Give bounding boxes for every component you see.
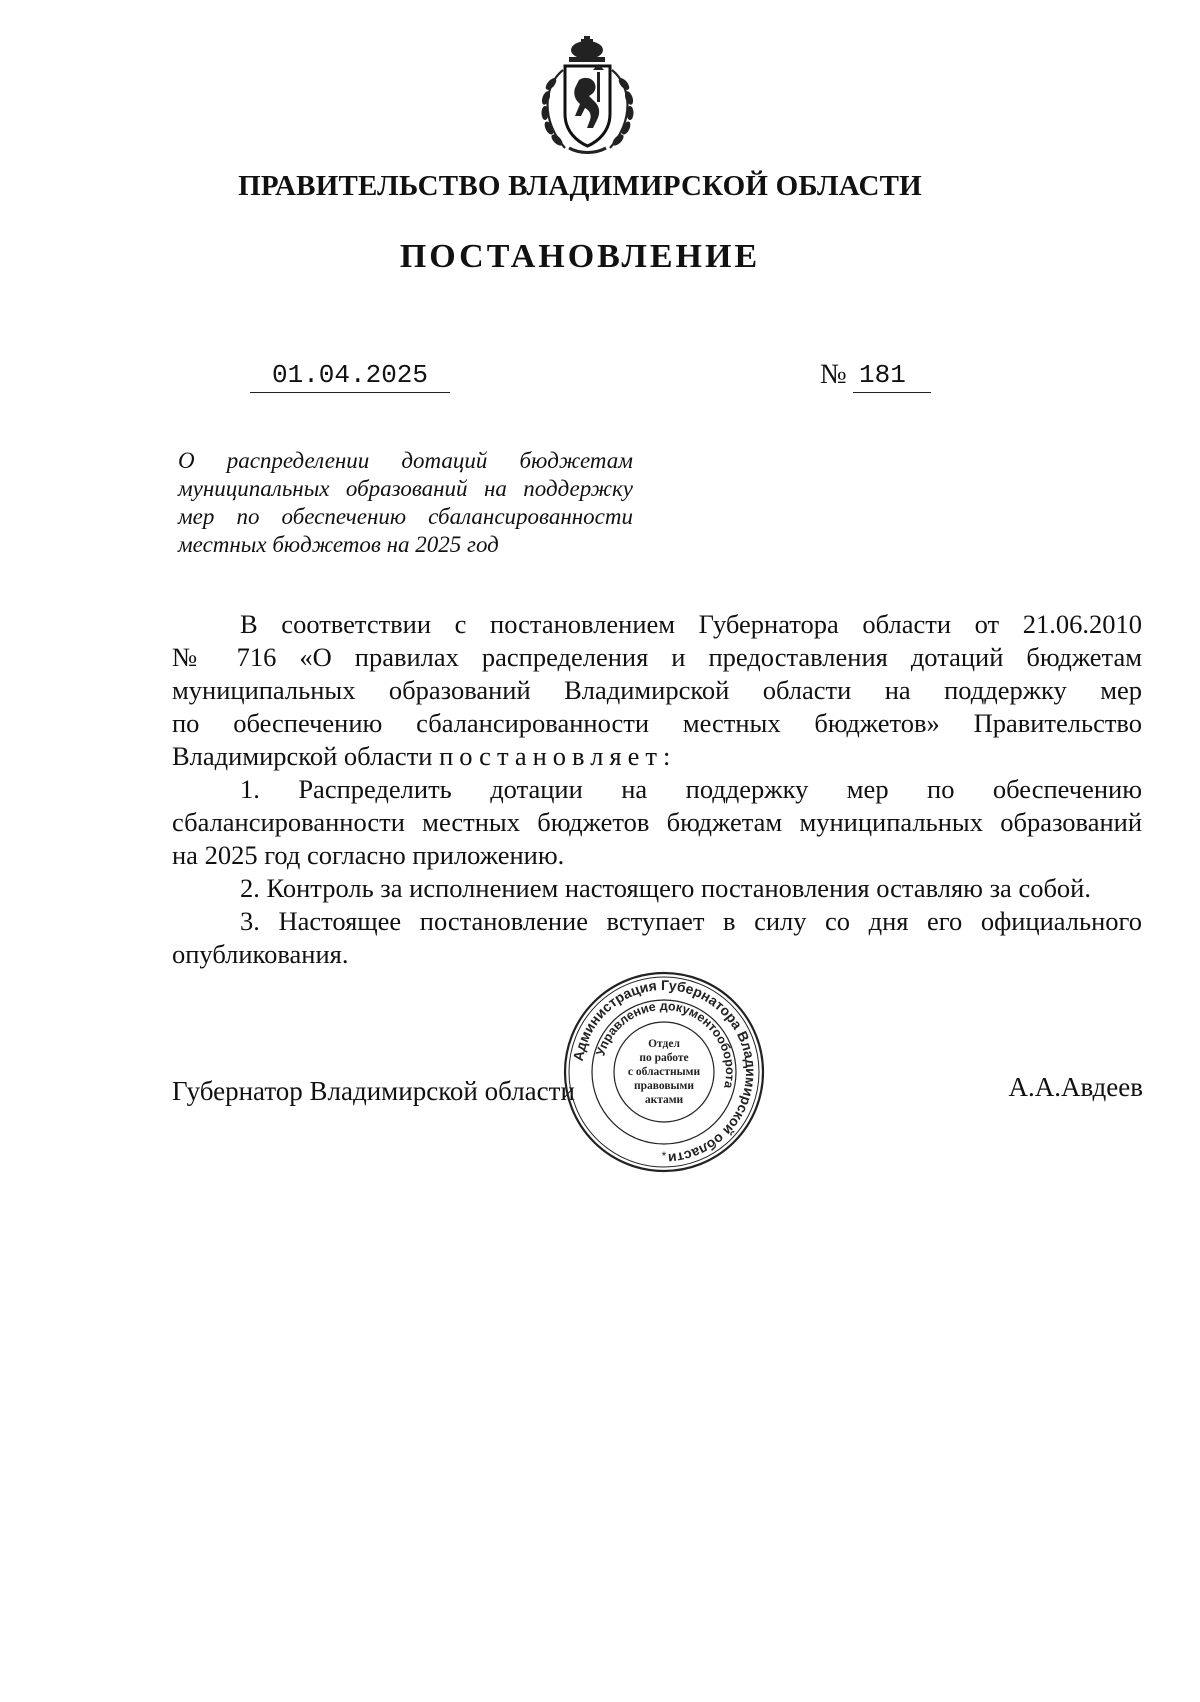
stamp-center-line: с областными	[627, 1066, 701, 1078]
stamp-center-line: правовыми	[633, 1080, 694, 1092]
preamble-last-suffix: :	[662, 741, 671, 771]
preamble-line: В соответствии с постановлением Губернатора области от 21.06.2010	[240, 609, 1142, 639]
subject-line: местных бюджетов на 2025 год	[178, 532, 499, 557]
document-date: 01.04.2025	[250, 358, 450, 393]
signer-name: А.А.Авдеев	[1008, 1072, 1143, 1102]
decree-word: постановляет	[439, 741, 663, 771]
item-3-line: опубликования.	[172, 939, 349, 969]
preamble-last-line	[172, 740, 1142, 773]
stamp-center-line: актами	[644, 1094, 684, 1106]
document-number: 181	[853, 358, 931, 393]
stamp-star: *	[661, 1149, 667, 1163]
signer-position: Губернатор Владимирской области	[172, 1076, 575, 1106]
subject-line: О распределении дотаций бюджетам	[178, 448, 633, 473]
stamp-center-line: Отдел	[648, 1038, 680, 1050]
preamble-line: № 716 «О правилах распределения и предоставления дотаций бюджетам	[172, 642, 1142, 672]
stamp-inner-text: Управление документооборота	[593, 998, 738, 1090]
document-body	[172, 608, 1142, 971]
item-3-line: 3. Настоящее постановление вступает в силу со дня его официального	[240, 906, 1142, 936]
preamble-last-prefix: Владимирской области	[172, 741, 440, 771]
item-1-line: сбалансированности местных бюджетов бюджетам муниципальных образований	[172, 807, 1142, 837]
subject-line: мер по обеспечению сбалансированности	[178, 504, 633, 529]
stamp-outer-text: Администрация Губернатора Владимирской области	[569, 976, 760, 1167]
organization-title: ПРАВИТЕЛЬСТВО ВЛАДИМИРСКОЙ ОБЛАСТИ	[238, 170, 922, 202]
document-subject	[178, 447, 633, 559]
coat-of-arms-emblem	[535, 36, 640, 158]
item-2-line: 2. Контроль за исполнением настоящего постановления оставляю за собой.	[240, 873, 1091, 903]
stamp-center-line: по работе	[639, 1052, 689, 1064]
preamble-line: по обеспечению сбалансированности местных бюджетов» Правительство	[172, 708, 1142, 738]
number-sign: №	[820, 359, 847, 390]
item-1-line: 1. Распределить дотации на поддержку мер по обеспечению	[240, 774, 1142, 804]
item-1-line: на 2025 год согласно приложению.	[172, 840, 565, 870]
stamp-center-text	[562, 970, 766, 1174]
subject-line: муниципальных образований на поддержку	[178, 476, 633, 501]
preamble-line: муниципальных образований Владимирской области на поддержку мер	[172, 675, 1142, 705]
official-stamp	[562, 970, 766, 1174]
document-type-heading: ПОСТАНОВЛЕНИЕ	[399, 238, 761, 275]
